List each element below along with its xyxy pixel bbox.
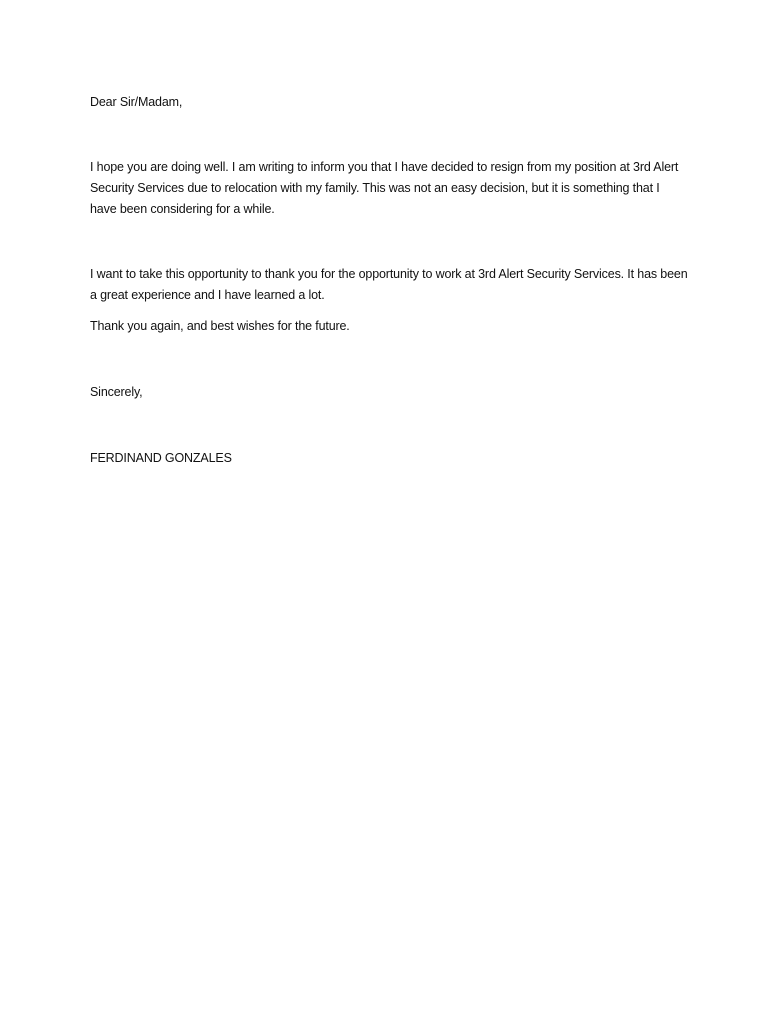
letter-closing: Sincerely, xyxy=(90,385,143,399)
letter-paragraph-3: Thank you again, and best wishes for the future. xyxy=(90,319,350,333)
letter-greeting: Dear Sir/Madam, xyxy=(90,95,183,109)
letter-paragraph-2: I want to take this opportunity to thank you for the opportunity to work at 3rd Alert Security Services. It has been a great experience and I have learned a lot. xyxy=(90,267,688,302)
letter-signature: FERDINAND GONZALES xyxy=(90,451,232,465)
letter-paragraph-1: I hope you are doing well. I am writing to inform you that I have decided to resign from my position at 3rd Alert Security Services due to relocation with my family. This was not an easy decision, but it is something that I have been considering for a while. xyxy=(90,160,679,216)
